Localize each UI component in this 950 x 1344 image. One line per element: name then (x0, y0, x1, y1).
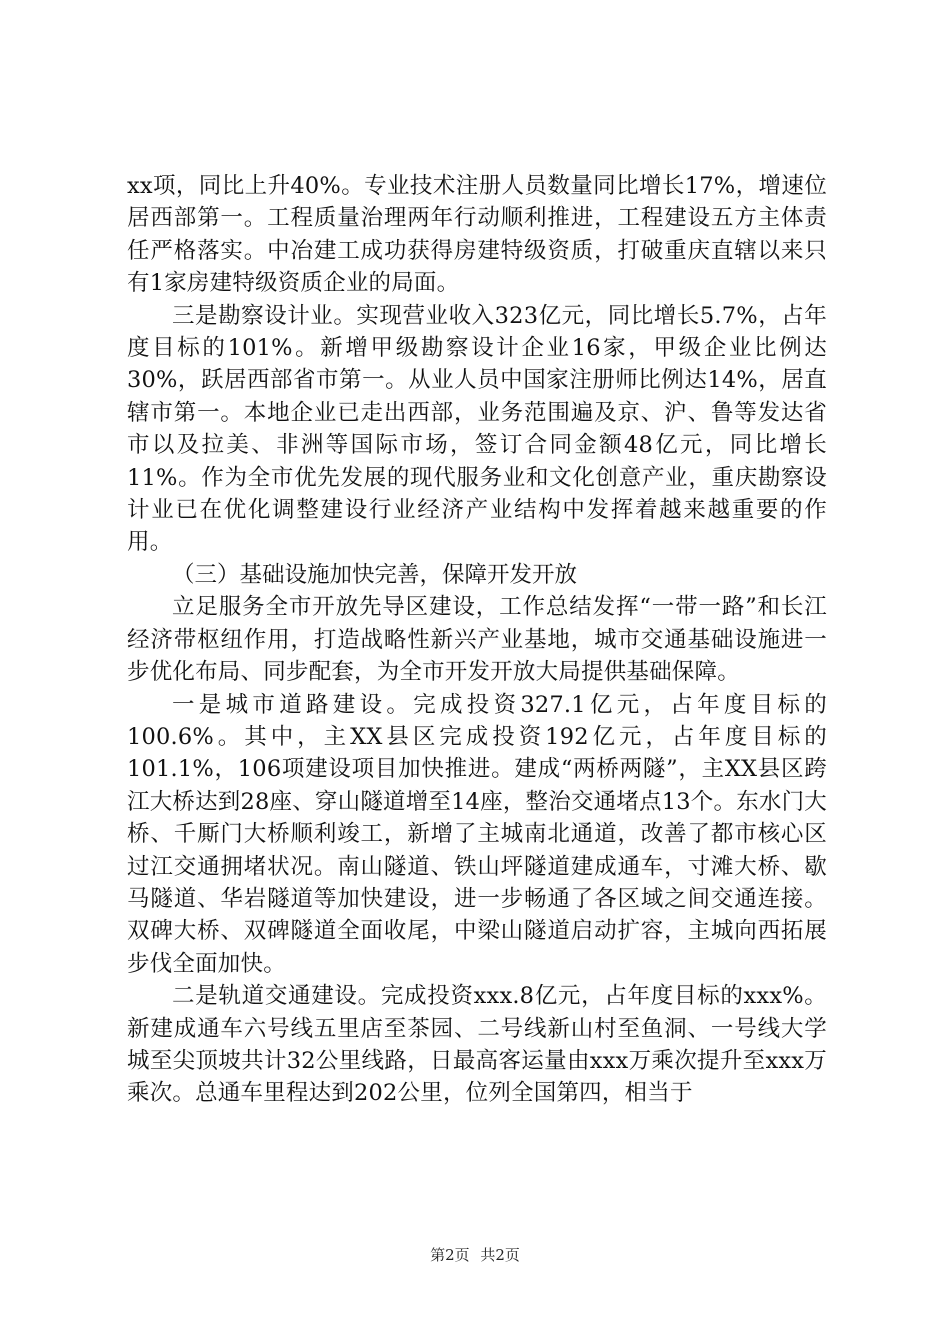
paragraph-survey-design: 三是勘察设计业。实现营业收入323亿元，同比增长5.7%，占年度目标的101%。新增甲级勘察设计企业16家，甲级企业比例达30%，跃居西部省市第一。从业人员中国家注册师比例达14%，居直辖市第一。本地企业已走出西部，业务范围遍及京、沪、鲁等发达省市以及拉美、非洲等国际市场，签订合同金额48亿元，同比增长11%。作为全市优先发展的现代服务业和文化创意产业，重庆勘察设计业已在优化调整建设行业经济产业结构中发挥着越来越重要的作用。 (127, 302, 827, 556)
paragraph-infrastructure-intro: 立足服务全市开放先导区建设，工作总结发挥“一带一路”和长江经济带枢纽作用，打造战略性新兴产业基地，城市交通基础设施进一步优化布局、同步配套，为全市开发开放大局提供基础保障。 (127, 594, 827, 686)
document-body (127, 170, 827, 1110)
paragraph-road-construction: 一是城市道路建设。完成投资327.1亿元，占年度目标的100.6%。其中，主XX县区完成投资192亿元，占年度目标的101.1%，106项建设项目加快推进。建成“两桥两隧”，主XX县区跨江大桥达到28座、穿山隧道增至14座，整治交通堵点13个。东水门大桥、千厮门大桥顺利竣工，新增了主城南北通道，改善了都市核心区过江交通拥堵状况。南山隧道、铁山坪隧道建成通车，寸滩大桥、歇马隧道、华岩隧道等加快建设，进一步畅通了各区域之间交通连接。双碑大桥、双碑隧道全面收尾，中梁山隧道启动扩容，主城向西拓展步伐全面加快。 (127, 691, 827, 977)
paragraph-rail-transit: 二是轨道交通建设。完成投资xxx.8亿元，占年度目标的xxx%。新建成通车六号线五里店至茶园、二号线新山村至鱼洞、一号线大学城至尖顶坡共计32公里线路，日最高客运量由xxx万乘次提升至xxx万乘次。总通车里程达到202公里，位列全国第四，相当于 (127, 983, 827, 1107)
section-heading-infrastructure: （三）基础设施加快完善，保障开发开放 (172, 561, 578, 588)
page-number: 第2页 (430, 1246, 470, 1264)
page-footer (0, 1245, 950, 1265)
page-total: 共2页 (480, 1246, 520, 1264)
paragraph-continuation: xx项，同比上升40%。专业技术注册人员数量同比增长17%，增速位居西部第一。工程质量治理两年行动顺利推进，工程建设五方主体责任严格落实。中冶建工成功获得房建特级资质，打破重庆直辖以来只有1家房建特级资质企业的局面。 (127, 173, 827, 297)
